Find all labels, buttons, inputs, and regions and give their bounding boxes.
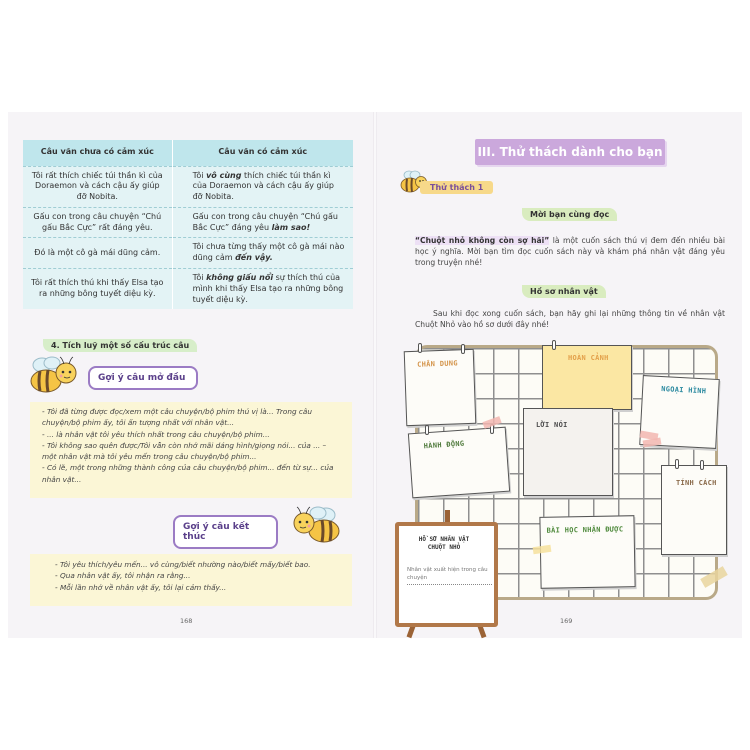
page-number: 169 bbox=[560, 617, 573, 625]
paper-clip bbox=[675, 459, 679, 469]
page-title: III. Thử thách dành cho bạn bbox=[475, 139, 665, 165]
table-row bbox=[23, 207, 353, 238]
writing-line bbox=[407, 584, 492, 585]
list-item: - Qua nhân vật ấy, tôi nhận ra rằng... bbox=[55, 571, 191, 581]
note-action bbox=[408, 427, 510, 499]
emphasis-text: vô cùng bbox=[206, 170, 242, 180]
list-item: - ... là nhân vật tôi yêu thích nhất trong câu chuyện/bộ phim... bbox=[42, 429, 270, 439]
paper-clip bbox=[418, 343, 422, 353]
sentence-part: Tôi bbox=[192, 170, 207, 180]
emphasis-text: đến vậy. bbox=[235, 253, 273, 263]
sentence-part: thích chiếc túi thần kì của Doraemon và cách cậu ấy giúp đỡ Nobita. bbox=[192, 170, 334, 202]
list-item: - Tôi không sao quên được/Tôi vẫn còn nhớ mãi dáng hình/giọng nói... của ... – một nhân vật mà tôi yêu mến trong câu chuyện/bộ phim... bbox=[42, 440, 327, 462]
emotional-sentence bbox=[172, 269, 353, 310]
bee-icon bbox=[20, 355, 82, 397]
easel-caption: Nhân vật xuất hiện trong câu chuyện bbox=[407, 567, 488, 582]
plain-sentence: Gấu con trong câu chuyện “Chú gấu Bắc Cực” rất đáng yêu. bbox=[23, 207, 172, 238]
plain-sentence: Đó là một cô gà mái dũng cảm. bbox=[23, 238, 172, 269]
table-row bbox=[23, 166, 353, 207]
page-number: 168 bbox=[180, 617, 193, 625]
opening-suggestion-label: Gợi ý câu mở đầu bbox=[88, 366, 198, 390]
note-label: BÀI HỌC NHẬN ĐƯỢC bbox=[546, 525, 624, 535]
sentence-part: Tôi bbox=[192, 273, 207, 283]
section-title: 4. Tích luỹ một số cấu trúc câu bbox=[43, 339, 197, 352]
opening-suggestions-box bbox=[30, 402, 352, 498]
list-item: - Tôi yêu thích/yêu mến... vô cùng/biết nhường nào/biết mấy/biết bao. bbox=[55, 560, 311, 569]
bee-icon bbox=[288, 505, 350, 547]
read-invitation-text bbox=[415, 235, 725, 268]
emotional-sentence bbox=[172, 207, 353, 238]
comparison-table bbox=[23, 140, 353, 309]
sentence-part: Tôi chưa từng thấy một cô gà mái nào dũng cảm bbox=[192, 242, 345, 263]
note-speech bbox=[523, 408, 613, 496]
closing-suggestion-label: Gợi ý câu kết thúc bbox=[173, 515, 278, 549]
easel-board bbox=[395, 522, 498, 627]
sentence-part: sự thích thú của mình khi thấy Elsa tạo ra những bông tuyết diệu kỳ. bbox=[192, 273, 344, 304]
paper-clip bbox=[700, 460, 704, 470]
note-lesson bbox=[539, 515, 635, 589]
paper-clip bbox=[461, 344, 465, 354]
read-invitation-label: Mời bạn cùng đọc bbox=[522, 208, 617, 221]
easel-title: HỒ SƠ NHÂN VẬT CHUỘT NHỎ bbox=[418, 536, 470, 551]
note-label: TÍNH CÁCH bbox=[676, 479, 717, 487]
paragraph-text: là một cuốn sách thú vị đem đến nhiều bài học ý nghĩa. Mời bạn tìm đọc cuốn sách này và khám phá nhân vật đáng yêu trong truyện nhé! bbox=[415, 236, 725, 267]
character-profile-label: Hồ sơ nhân vật bbox=[522, 285, 606, 298]
paper-clip bbox=[425, 425, 429, 435]
character-profile-text: Sau khi đọc xong cuốn sách, bạn hãy ghi lại những thông tin về nhân vật Chuột Nhỏ vào hồ sơ dưới đây nhé! bbox=[415, 309, 725, 329]
challenge-badge: Thử thách 1 bbox=[420, 181, 493, 194]
closing-suggestions-box bbox=[30, 554, 352, 606]
list-item: - Mỗi lần nhớ về nhân vật ấy, tôi lại cảm thấy... bbox=[55, 582, 227, 592]
note-label: NGOẠI HÌNH bbox=[660, 385, 707, 396]
sentence-part: Gấu con trong câu chuyện “Chú gấu Bắc Cực” đáng yêu bbox=[192, 211, 338, 232]
list-item: - Tôi đã từng được đọc/xem một câu chuyện/bộ phim thú vị là... Trong câu chuyện/bộ phim ấy, tôi ấn tượng nhất với nhân vật... bbox=[42, 407, 313, 428]
plain-sentence: Tôi rất thích thú khi thấy Elsa tạo ra những bông tuyết diệu kỳ. bbox=[23, 269, 172, 310]
table-row bbox=[23, 269, 353, 310]
emotional-sentence bbox=[172, 166, 353, 207]
table-header-emotional: Câu văn có cảm xúc bbox=[172, 140, 353, 166]
note-label: HÀNH ĐỘNG bbox=[423, 439, 465, 451]
paper-clip bbox=[552, 340, 556, 350]
book-title: “Chuột nhỏ không còn sợ hãi” bbox=[415, 236, 550, 245]
note-appearance bbox=[404, 349, 477, 426]
left-page bbox=[8, 112, 375, 638]
table-row bbox=[23, 238, 353, 269]
list-item: - Có lẽ, một trong những thành công của câu chuyện/bộ phim... đến từ sự... của nhân vật... bbox=[42, 463, 334, 484]
table-header-plain: Câu văn chưa có cảm xúc bbox=[23, 140, 172, 166]
note-label: HOÀN CẢNH bbox=[568, 354, 609, 362]
note-label: LỜI NÓI bbox=[536, 421, 568, 429]
emotional-sentence bbox=[172, 238, 353, 269]
note-personality bbox=[661, 465, 727, 555]
emphasis-text: không giấu nổi bbox=[206, 273, 274, 283]
note-situation bbox=[542, 345, 632, 410]
plain-sentence: Tôi rất thích chiếc túi thần kì của Doraemon và cách cậu ấy giúp đỡ Nobita. bbox=[23, 166, 172, 207]
note-label: CHÂN DUNG bbox=[417, 359, 458, 369]
right-page bbox=[375, 112, 742, 638]
emphasis-text: làm sao! bbox=[271, 222, 311, 232]
book-spread bbox=[8, 112, 742, 638]
